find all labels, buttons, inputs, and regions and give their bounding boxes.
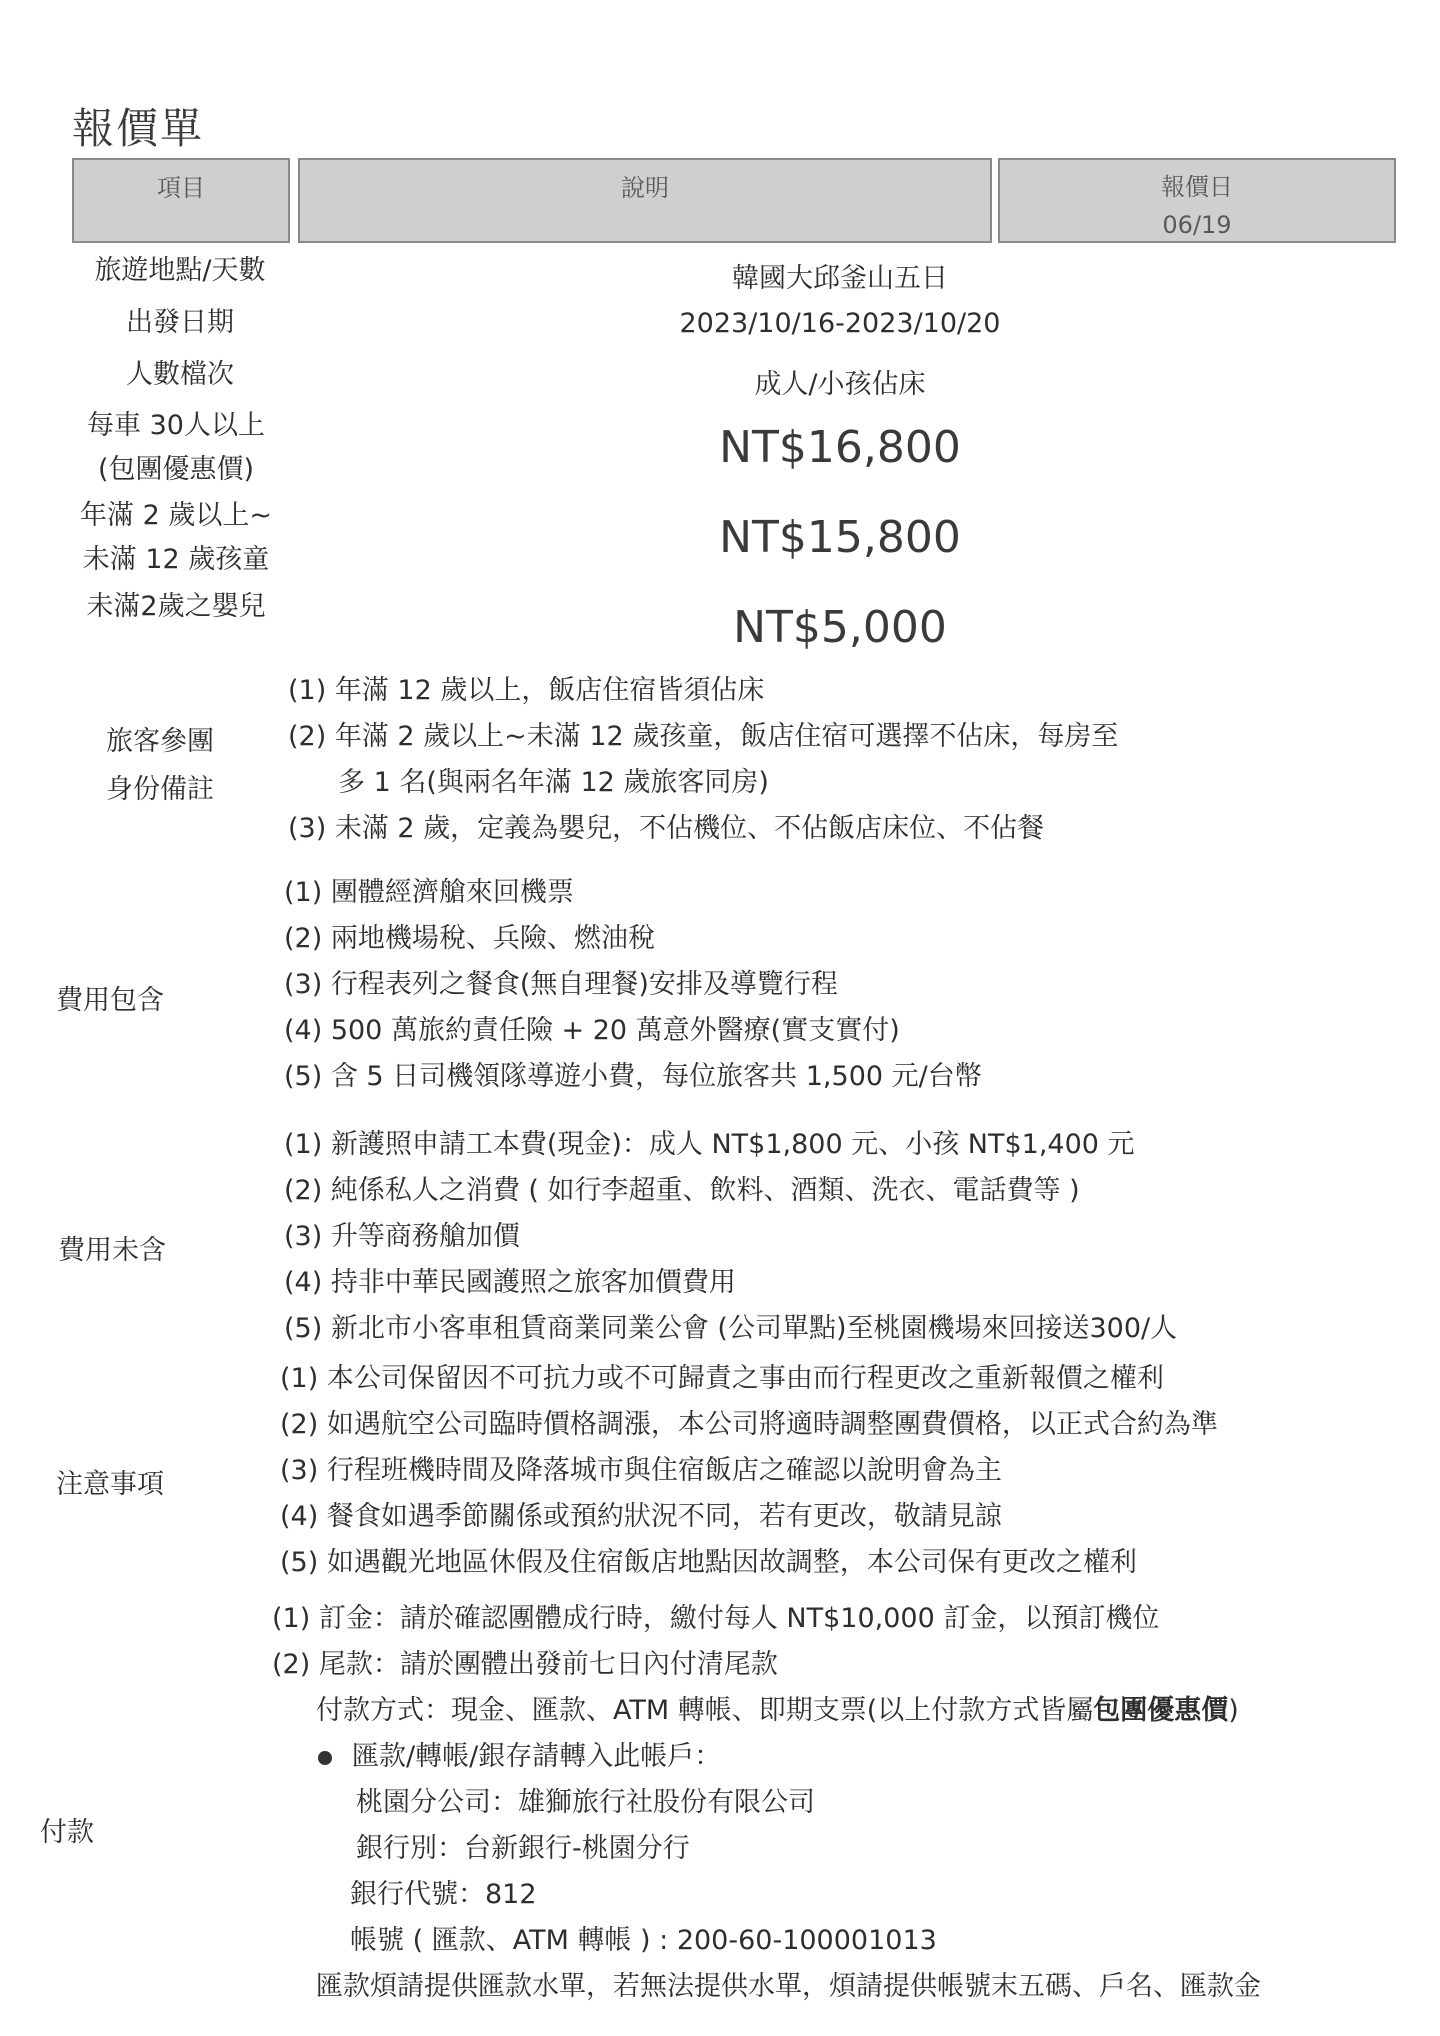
transfer-bank-code: 銀行代號：812 (350, 1879, 537, 1910)
payment-methods-bold: 包團優惠價 (1093, 1695, 1229, 1726)
included-label: 費用包含 (56, 985, 164, 1016)
departure-value: 2023/10/16-2023/10/20 (679, 308, 1001, 339)
list-item: (5) 新北市小客車租賃商業同業公會 (公司單點)至桃園機場來回接送300/人 (284, 1313, 1178, 1344)
group-price-label-line2: (包團優惠價) (97, 454, 255, 485)
group-price-label (56, 404, 296, 492)
identity-list (288, 668, 1118, 852)
list-item: (2) 純係私人之消費 ( 如行李超重、飲料、酒類、洗衣、電話費等 ) (284, 1175, 1080, 1206)
page-title: 報價單 (72, 104, 205, 153)
transfer-account: 帳號 ( 匯款、ATM 轉帳 ) : 200-60-100001013 (350, 1925, 937, 1956)
transfer-bank: 銀行別：台新銀行-桃園分行 (356, 1833, 690, 1864)
child-price-label-line1: 年滿 2 歲以上~ (80, 500, 272, 531)
infant-price-label: 未滿2歲之嬰兒 (86, 591, 266, 622)
list-item: (2) 如遇航空公司臨時價格調漲，本公司將適時調整團費價格，以正式合約為準 (280, 1409, 1218, 1440)
list-item: (5) 如遇觀光地區休假及住宿飯店地點因故調整，本公司保有更改之權利 (280, 1547, 1137, 1578)
notes-label: 注意事項 (56, 1469, 164, 1500)
group-price-label-line1: 每車 30人以上 (87, 410, 265, 441)
list-item: (1) 本公司保留因不可抗力或不可歸責之事由而行程更改之重新報價之權利 (280, 1363, 1164, 1394)
class-value: 成人/小孩佔床 (754, 369, 926, 400)
header-quote-date (998, 158, 1396, 243)
payment-list (272, 1596, 1261, 2010)
list-item: (4) 500 萬旅約責任險 + 20 萬意外醫療(實支實付) (284, 1015, 900, 1046)
payment-methods (272, 1688, 1261, 1734)
list-item: (5) 含 5 日司機領隊導遊小費，每位旅客共 1,500 元/台幣 (284, 1061, 982, 1092)
list-item: (4) 持非中華民國護照之旅客加價費用 (284, 1267, 736, 1298)
departure-label: 出發日期 (126, 307, 234, 338)
child-price-label (56, 494, 296, 582)
child-price-value: NT$15,800 (719, 512, 961, 563)
payment-balance: (2) 尾款：請於團體出發前七日內付清尾款 (272, 1649, 778, 1680)
included-list (284, 870, 982, 1100)
payment-label: 付款 (40, 1817, 94, 1848)
payment-remark: 匯款煩請提供匯款水單，若無法提供水單，煩請提供帳號末五碼、戶名、匯款金 (316, 1971, 1261, 2002)
transfer-branch: 桃園分公司：雄獅旅行社股份有限公司 (356, 1787, 815, 1818)
identity-label-line1: 旅客參團 (106, 726, 214, 757)
payment-methods-suffix: ) (1228, 1695, 1239, 1726)
list-item: (2) 兩地機場稅、兵險、燃油稅 (284, 923, 655, 954)
list-item: (2) 年滿 2 歲以上~未滿 12 歲孩童，飯店住宿可選擇不佔床，每房至 (288, 721, 1119, 752)
list-item: (3) 未滿 2 歲，定義為嬰兒，不佔機位、不佔飯店床位、不佔餐 (288, 813, 1045, 844)
list-item: (1) 團體經濟艙來回機票 (284, 877, 574, 908)
transfer-heading: 匯款/轉帳/銀存請轉入此帳戶： (352, 1741, 722, 1772)
list-item: 多 1 名(與兩名年滿 12 歲旅客同房) (338, 767, 769, 798)
header-item: 項目 (72, 158, 290, 243)
notes-list (280, 1356, 1218, 1586)
child-price-label-line2: 未滿 12 歲孩童 (82, 544, 270, 575)
payment-deposit: (1) 訂金：請於確認團體成行時，繳付每人 NT$10,000 訂金，以預訂機位 (272, 1603, 1160, 1634)
destination-value: 韓國大邱釜山五日 (732, 263, 948, 294)
transfer-heading-row (272, 1734, 1261, 1780)
excluded-list (284, 1122, 1177, 1352)
list-item: (3) 升等商務艙加價 (284, 1221, 520, 1252)
header-description: 說明 (298, 158, 992, 243)
identity-label-line2: 身份備註 (106, 774, 214, 805)
payment-methods-text: 付款方式：現金、匯款、ATM 轉帳、即期支票(以上付款方式皆屬 (316, 1695, 1094, 1726)
bullet-icon (318, 1751, 332, 1765)
list-item: (1) 新護照申請工本費(現金)：成人 NT$1,800 元、小孩 NT$1,400 元 (284, 1129, 1135, 1160)
identity-label (106, 718, 214, 814)
class-label: 人數檔次 (126, 359, 234, 390)
destination-label: 旅遊地點/天數 (94, 255, 266, 286)
infant-price-value: NT$5,000 (733, 602, 947, 653)
list-item: (3) 行程班機時間及降落城市與住宿飯店之確認以說明會為主 (280, 1455, 1002, 1486)
group-price-value: NT$16,800 (719, 422, 961, 473)
quote-date-label: 報價日 (1161, 173, 1233, 201)
quote-date-value: 06/19 (1162, 211, 1232, 239)
excluded-label: 費用未含 (58, 1235, 166, 1266)
list-item: (4) 餐食如遇季節關係或預約狀況不同，若有更改，敬請見諒 (280, 1501, 1002, 1532)
list-item: (3) 行程表列之餐食(無自理餐)安排及導覽行程 (284, 969, 838, 1000)
list-item: (1) 年滿 12 歲以上，飯店住宿皆須佔床 (288, 675, 765, 706)
